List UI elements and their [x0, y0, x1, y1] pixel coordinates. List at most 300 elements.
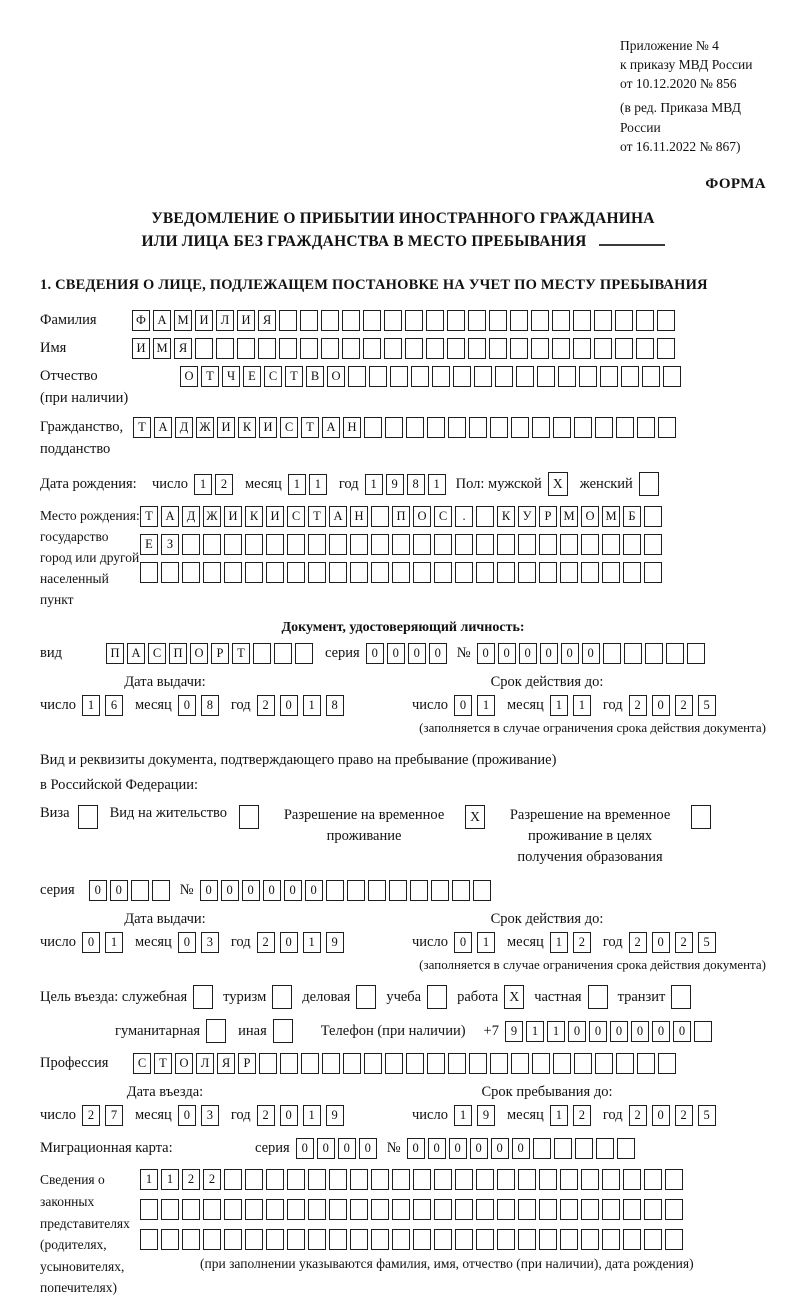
form-cell: И	[195, 310, 213, 331]
form-cell	[489, 310, 507, 331]
form-cell: А	[154, 417, 172, 438]
form-cell	[371, 534, 389, 555]
form-cell	[350, 1199, 368, 1220]
form-cell: 0	[296, 1138, 314, 1159]
form-cell	[371, 506, 389, 527]
form-cell	[455, 534, 473, 555]
form-cell	[476, 562, 494, 583]
birth-month-label: месяц	[244, 475, 282, 492]
form-cell: 0	[652, 1021, 670, 1042]
form-cell	[594, 310, 612, 331]
form-cell	[392, 1169, 410, 1190]
form-cell	[258, 338, 276, 359]
form-cell: 2	[203, 1169, 221, 1190]
form-cell	[161, 1229, 179, 1250]
form-cell: 1	[105, 932, 123, 953]
stay-month-cells	[550, 1105, 591, 1126]
form-cell: 8	[326, 695, 344, 716]
form-cell	[216, 338, 234, 359]
stay-until-col	[412, 1084, 716, 1126]
form-cell: С	[133, 1053, 151, 1074]
form-cell: 1	[288, 474, 306, 495]
form-cell	[616, 1053, 634, 1074]
form-cell	[287, 1169, 305, 1190]
form-cell	[476, 1169, 494, 1190]
name-row	[40, 338, 766, 359]
form-cell	[308, 1169, 326, 1190]
form-cell	[343, 1053, 361, 1074]
form-cell: С	[148, 643, 166, 664]
birth-year-label: год	[338, 475, 359, 492]
form-cell	[579, 366, 597, 387]
doc-issue-day-cells	[82, 695, 123, 716]
form-cell: Н	[343, 417, 361, 438]
form-cell: 9	[505, 1021, 523, 1042]
form-cell	[161, 1199, 179, 1220]
form-cell	[434, 562, 452, 583]
form-cell: 2	[182, 1169, 200, 1190]
patronymic-label: Отчество (при наличии)	[40, 368, 129, 407]
entry-date-header: Дата въезда:	[126, 1084, 204, 1101]
form-cell	[432, 366, 450, 387]
permit-dates-row	[40, 911, 766, 953]
form-cell	[266, 1169, 284, 1190]
form-cell	[665, 1169, 683, 1190]
form-cell: А	[329, 506, 347, 527]
form-cell: К	[497, 506, 515, 527]
form-cell	[665, 1229, 683, 1250]
form-cell	[644, 1199, 662, 1220]
form-cell	[272, 985, 292, 1009]
edu-permit-checkbox	[691, 805, 711, 829]
form-cell: 2	[675, 932, 693, 953]
form-cell	[539, 562, 557, 583]
form-cell: Т	[301, 417, 319, 438]
form-cell	[329, 562, 347, 583]
form-cell	[581, 1169, 599, 1190]
form-cell	[447, 310, 465, 331]
form-cell	[274, 643, 292, 664]
form-cell: К	[245, 506, 263, 527]
form-cell	[287, 562, 305, 583]
form-cell: Ч	[222, 366, 240, 387]
form-cell	[531, 310, 549, 331]
form-cell: 9	[477, 1105, 495, 1126]
birth-date-label: Дата рождения:	[40, 475, 137, 492]
form-cell	[195, 338, 213, 359]
form-cell	[574, 1053, 592, 1074]
permit-valid-month-label: месяц	[506, 934, 544, 951]
form-cell	[371, 562, 389, 583]
patronymic-cells	[180, 366, 681, 387]
humanitarian-label: гуманитарная	[115, 1022, 201, 1039]
form-cell: 0	[407, 1138, 425, 1159]
form-cell	[533, 1138, 551, 1159]
birthplace-row-1	[140, 506, 662, 527]
form-cell: 0	[263, 880, 281, 901]
form-cell	[182, 1229, 200, 1250]
form-cell	[413, 562, 431, 583]
form-cell	[497, 1199, 515, 1220]
form-cell: О	[327, 366, 345, 387]
form-cell	[510, 310, 528, 331]
form-cell	[558, 366, 576, 387]
doc-number-label: №	[456, 645, 471, 662]
stay-month-label: месяц	[506, 1107, 544, 1124]
permit-valid-month-cells	[550, 932, 591, 953]
form-cell: М	[153, 338, 171, 359]
form-cell	[392, 562, 410, 583]
form-cell: М	[560, 506, 578, 527]
form-cell	[405, 338, 423, 359]
form-cell	[287, 1229, 305, 1250]
permit-paragraph	[40, 748, 766, 797]
form-cell: Т	[154, 1053, 172, 1074]
form-cell	[621, 366, 639, 387]
form-cell	[140, 1199, 158, 1220]
stay-day-label: число	[412, 1107, 448, 1124]
form-cell	[617, 1138, 635, 1159]
citizenship-row	[40, 417, 766, 461]
other-checkbox	[273, 1019, 293, 1043]
entry-year-label: год	[230, 1107, 251, 1124]
form-cell	[623, 534, 641, 555]
entry-day-label: число	[40, 1107, 76, 1124]
permit-issue-col	[40, 911, 412, 953]
form-cell	[560, 1229, 578, 1250]
form-cell	[552, 310, 570, 331]
form-cell	[600, 366, 618, 387]
form-cell	[390, 366, 408, 387]
representatives-block	[40, 1169, 766, 1299]
sex-male-checkbox	[548, 472, 568, 496]
form-cell	[308, 1199, 326, 1220]
form-cell	[342, 338, 360, 359]
doc-issue-col	[40, 674, 412, 716]
form-cell	[152, 880, 170, 901]
visa-label: Виза	[40, 805, 70, 822]
form-cell	[448, 1053, 466, 1074]
form-cell: А	[153, 310, 171, 331]
form-cell	[511, 417, 529, 438]
permit-issue-day-label: число	[40, 934, 76, 951]
form-cell: Б	[623, 506, 641, 527]
form-cell	[280, 1053, 298, 1074]
sex-male-label: Пол: мужской	[455, 475, 542, 492]
form-cell	[602, 1229, 620, 1250]
migration-card-row	[40, 1138, 766, 1159]
form-cell: 0	[178, 1105, 196, 1126]
doc-issue-day-label: число	[40, 697, 76, 714]
birth-date-row	[40, 472, 766, 496]
form-cell	[308, 1229, 326, 1250]
form-cell	[554, 1138, 572, 1159]
form-cell	[452, 880, 470, 901]
form-cell	[237, 338, 255, 359]
form-cell: Р	[539, 506, 557, 527]
form-cell	[239, 805, 259, 829]
form-cell	[266, 1199, 284, 1220]
form-cell	[694, 1021, 712, 1042]
doc-valid-header: Срок действия до:	[490, 674, 604, 691]
stay-day-cells	[454, 1105, 495, 1126]
form-cell: И	[237, 310, 255, 331]
work-checkbox	[504, 985, 524, 1009]
form-cell: 0	[284, 880, 302, 901]
form-cell: 0	[652, 932, 670, 953]
form-cell	[308, 562, 326, 583]
form-cell: 5	[698, 695, 716, 716]
form-cell	[455, 1169, 473, 1190]
permit-valid-header: Срок действия до:	[490, 911, 604, 928]
form-cell	[539, 534, 557, 555]
form-cell: 2	[629, 1105, 647, 1126]
form-cell: Я	[217, 1053, 235, 1074]
form-cell: У	[518, 506, 536, 527]
form-cell	[595, 1053, 613, 1074]
birthplace-block	[40, 506, 766, 611]
form-cell	[182, 534, 200, 555]
form-cell: 8	[407, 474, 425, 495]
form-cell	[497, 1169, 515, 1190]
representatives-row-2	[140, 1199, 694, 1220]
form-cell: 0	[221, 880, 239, 901]
form-cell	[453, 366, 471, 387]
surname-cells	[132, 310, 675, 331]
permit-issue-month-cells	[178, 932, 219, 953]
form-cell	[518, 534, 536, 555]
form-cell: 5	[698, 932, 716, 953]
form-cell: 8	[201, 695, 219, 716]
form-cell	[469, 1053, 487, 1074]
form-cell	[624, 643, 642, 664]
humanitarian-checkbox	[206, 1019, 226, 1043]
form-cell: 3	[201, 932, 219, 953]
form-cell: О	[175, 1053, 193, 1074]
form-cell	[574, 417, 592, 438]
form-cell	[224, 562, 242, 583]
doc-valid-year-cells	[629, 695, 716, 716]
form-cell	[392, 1199, 410, 1220]
appendix-line-3: от 10.12.2020 № 856	[620, 76, 737, 92]
form-cell	[182, 562, 200, 583]
doc-valid-month-label: месяц	[506, 697, 544, 714]
form-cell	[329, 1169, 347, 1190]
permit-issue-month-label: месяц	[134, 934, 172, 951]
name-label: Имя	[40, 340, 67, 357]
doc-type-cells	[106, 643, 313, 664]
form-cell: 1	[309, 474, 327, 495]
form-cell	[273, 1019, 293, 1043]
appendix-block	[620, 36, 766, 156]
form-cell	[384, 310, 402, 331]
form-cell: 0	[652, 1105, 670, 1126]
form-cell: 2	[257, 932, 275, 953]
form-cell	[413, 534, 431, 555]
doc-valid-year-label: год	[602, 697, 623, 714]
form-cell	[518, 1169, 536, 1190]
business-label: деловая	[302, 988, 351, 1005]
form-cell	[224, 534, 242, 555]
phone-label: Телефон (при наличии)	[320, 1022, 466, 1039]
form-cell	[575, 1138, 593, 1159]
form-cell	[287, 534, 305, 555]
doc-issue-year-label: год	[230, 697, 251, 714]
form-cell	[203, 1229, 221, 1250]
form-cell	[623, 1199, 641, 1220]
form-cell: Т	[308, 506, 326, 527]
representatives-row-3	[140, 1229, 694, 1250]
form-cell	[348, 366, 366, 387]
representatives-label: Сведения о законных представителях (родителях, усыновителях, попечителях)	[40, 1172, 130, 1296]
doc-type-row	[40, 643, 766, 664]
form-cell	[553, 417, 571, 438]
form-cell: А	[161, 506, 179, 527]
form-cell: В	[306, 366, 324, 387]
form-cell: С	[264, 366, 282, 387]
form-cell: Т	[133, 417, 151, 438]
form-cell	[342, 310, 360, 331]
form-cell: 0	[280, 1105, 298, 1126]
form-cell	[206, 1019, 226, 1043]
form-cell	[489, 338, 507, 359]
form-cell	[434, 1199, 452, 1220]
birthplace-label: Место рождения: государство город или другой населенный пункт	[40, 508, 140, 608]
entry-dates-row	[40, 1084, 766, 1126]
form-cell: Н	[350, 506, 368, 527]
permit-issue-year-cells	[257, 932, 344, 953]
birth-day-label: число	[152, 475, 188, 492]
form-cell: 0	[512, 1138, 530, 1159]
form-cell	[347, 880, 365, 901]
form-cell	[644, 1169, 662, 1190]
form-cell	[539, 1169, 557, 1190]
form-cell	[364, 417, 382, 438]
edition-line-1: (в ред. Приказа МВД России	[620, 100, 741, 135]
form-cell: 0	[178, 695, 196, 716]
entry-date-col	[40, 1084, 412, 1126]
doc-number-cells	[477, 643, 705, 664]
form-cell	[594, 338, 612, 359]
form-cell: 0	[82, 932, 100, 953]
form-cell	[560, 534, 578, 555]
form-cell: 0	[387, 643, 405, 664]
form-cell: Т	[201, 366, 219, 387]
form-cell: 0	[338, 1138, 356, 1159]
form-cell	[405, 310, 423, 331]
form-cell	[371, 1229, 389, 1250]
form-cell: 1	[194, 474, 212, 495]
form-cell	[350, 1169, 368, 1190]
form-cell: 0	[540, 643, 558, 664]
form-cell: 0	[200, 880, 218, 901]
edition-line-2: от 16.11.2022 № 867)	[620, 138, 741, 154]
permit-checkbox-row	[40, 805, 766, 868]
form-cell: 0	[652, 695, 670, 716]
section-1-heading: 1. СВЕДЕНИЯ О ЛИЦЕ, ПОДЛЕЖАЩЕМ ПОСТАНОВКЕ НА УЧЕТ ПО МЕСТУ ПРЕБЫВАНИЯ	[40, 277, 708, 294]
form-cell	[434, 534, 452, 555]
form-cell: С	[434, 506, 452, 527]
form-cell	[518, 1229, 536, 1250]
form-cell	[455, 1229, 473, 1250]
form-cell	[531, 338, 549, 359]
form-cell: X	[465, 805, 485, 829]
form-cell	[266, 534, 284, 555]
form-cell: 1	[573, 695, 591, 716]
form-cell: С	[280, 417, 298, 438]
form-cell: 5	[698, 1105, 716, 1126]
form-cell	[473, 880, 491, 901]
form-cell	[532, 417, 550, 438]
form-cell: И	[217, 417, 235, 438]
form-cell: 0	[631, 1021, 649, 1042]
form-cell	[573, 338, 591, 359]
permit-series-row	[40, 880, 766, 901]
form-cell	[411, 366, 429, 387]
form-cell	[476, 1229, 494, 1250]
form-cell: 0	[428, 1138, 446, 1159]
form-cell	[581, 534, 599, 555]
form-cell	[410, 880, 428, 901]
form-cell	[642, 366, 660, 387]
citizenship-label: Гражданство, подданство	[40, 418, 124, 457]
form-cell	[406, 1053, 424, 1074]
form-cell: 0	[317, 1138, 335, 1159]
form-cell: 1	[161, 1169, 179, 1190]
form-cell	[434, 1169, 452, 1190]
form-cell	[581, 562, 599, 583]
permit-valid-day-cells	[454, 932, 495, 953]
form-cell: 1	[454, 1105, 472, 1126]
form-cell	[279, 338, 297, 359]
sex-female-label: женский	[579, 475, 633, 492]
form-cell: 0	[673, 1021, 691, 1042]
form-cell	[602, 1199, 620, 1220]
form-cell	[371, 1199, 389, 1220]
form-cell	[413, 1229, 431, 1250]
form-cell	[560, 1199, 578, 1220]
permit-series-cells	[89, 880, 170, 901]
form-cell: П	[392, 506, 410, 527]
appendix-line-2: к приказу МВД России	[620, 57, 753, 73]
form-cell	[447, 338, 465, 359]
permit-valid-year-label: год	[602, 934, 623, 951]
form-cell	[539, 1199, 557, 1220]
form-cell	[301, 1053, 319, 1074]
temp-permit-checkbox	[465, 805, 485, 829]
form-cell	[203, 562, 221, 583]
form-cell	[203, 534, 221, 555]
entry-day-cells	[82, 1105, 123, 1126]
form-cell	[368, 880, 386, 901]
form-cell	[497, 534, 515, 555]
form-cell: К	[238, 417, 256, 438]
form-cell	[581, 1229, 599, 1250]
mig-series-label: серия	[255, 1140, 290, 1157]
form-cell: 0	[498, 643, 516, 664]
form-cell: Т	[140, 506, 158, 527]
residence-permit-label: Вид на жительство	[109, 805, 228, 822]
form-cell	[321, 310, 339, 331]
birthplace-row-2	[140, 534, 662, 555]
form-cell	[259, 1053, 277, 1074]
form-cell	[595, 417, 613, 438]
form-cell	[552, 338, 570, 359]
form-cell: 0	[519, 643, 537, 664]
form-cell	[329, 1229, 347, 1250]
form-cell	[326, 880, 344, 901]
form-cell	[295, 643, 313, 664]
